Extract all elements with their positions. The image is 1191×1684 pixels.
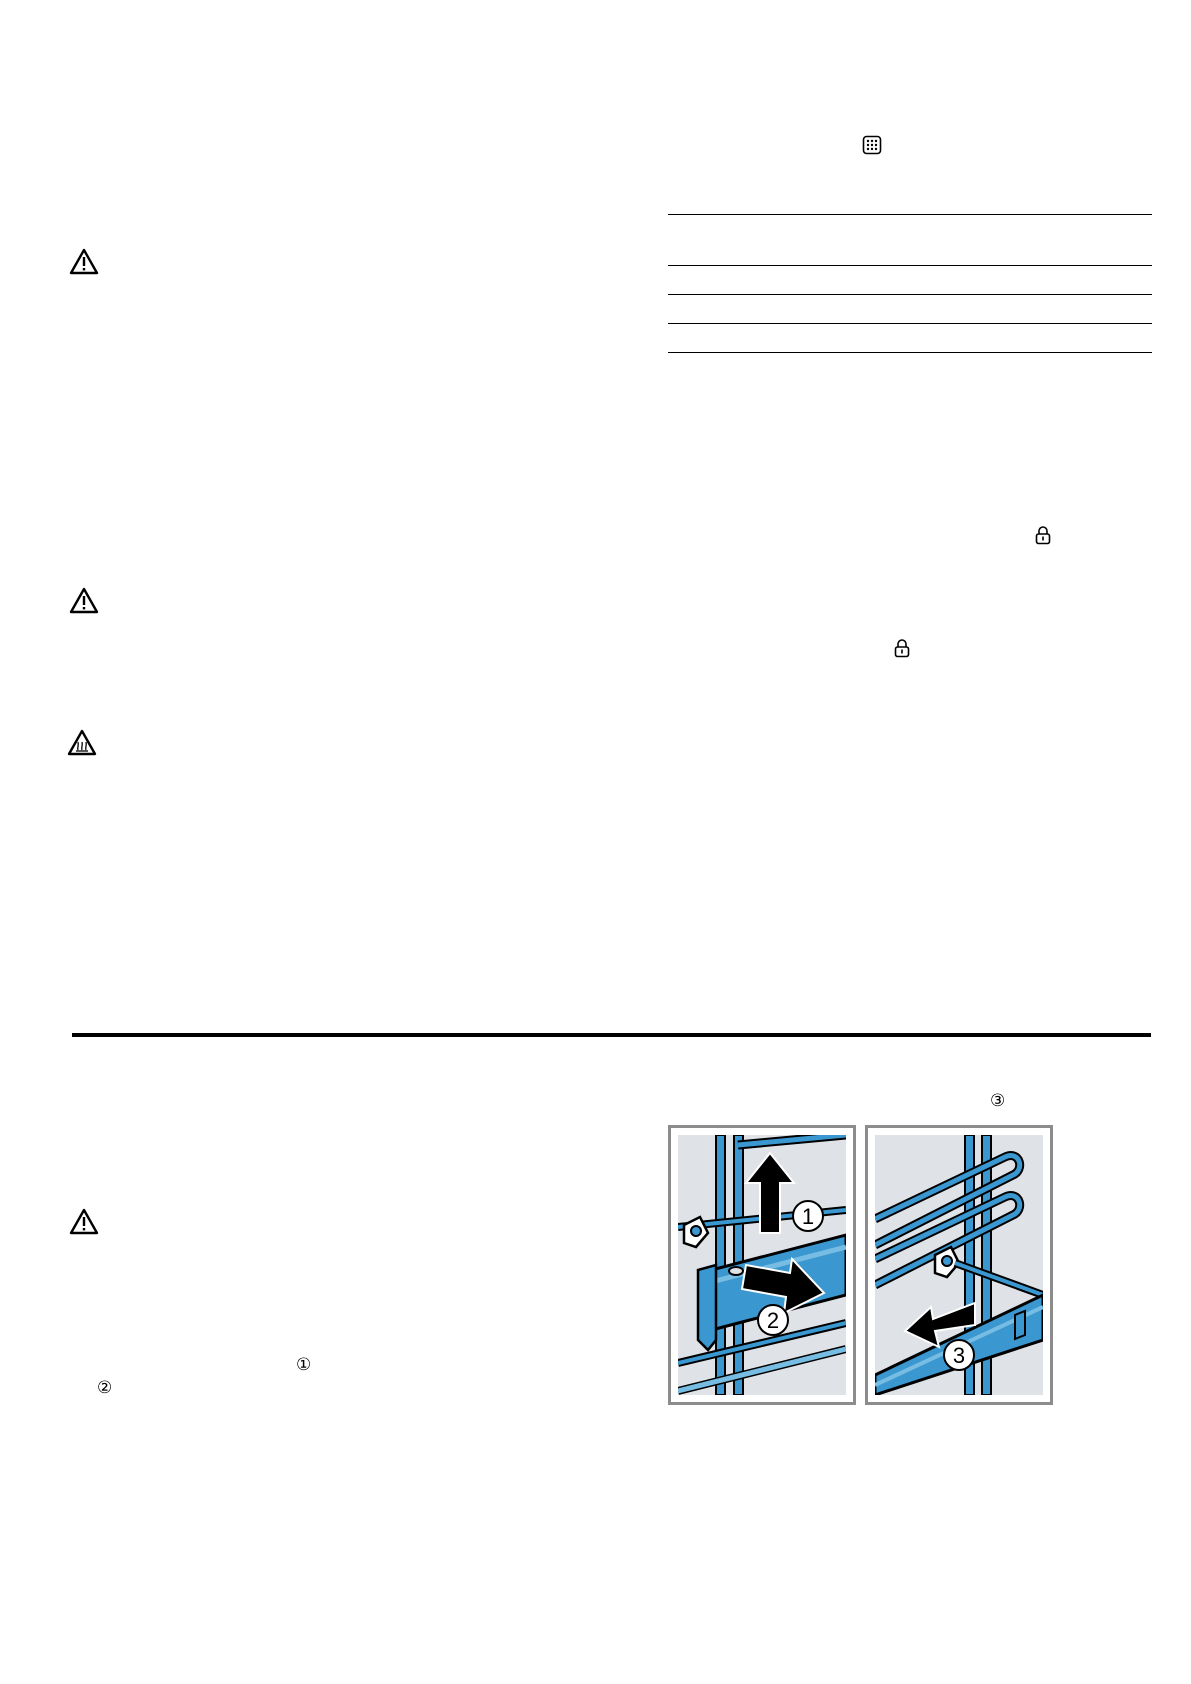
figure-panel-remove-rail-step-3 [865, 1125, 1053, 1405]
figure-step-label: 2 [766, 1308, 780, 1333]
step-marker-1: ① [296, 1355, 312, 1375]
table-rule-row-2 [668, 323, 1152, 324]
step-marker-2: ② [97, 1378, 113, 1398]
table-rule-row-3 [668, 352, 1152, 353]
step-marker-3: ③ [990, 1091, 1006, 1111]
figure-panel-remove-rail-step-1-2 [668, 1125, 856, 1405]
figure-step-label: 1 [801, 1204, 815, 1229]
table-rule-top [668, 214, 1152, 215]
warning-triangle-icon [69, 1208, 99, 1236]
section-divider [72, 1033, 1151, 1037]
warning-triangle-icon [69, 587, 99, 615]
table-rule-header [668, 265, 1152, 266]
hot-surface-warning-icon [67, 729, 97, 757]
keypad-grid-icon [862, 135, 882, 155]
lock-icon [894, 638, 910, 658]
figure-step-label: 3 [952, 1343, 966, 1368]
warning-triangle-icon [69, 248, 99, 276]
table-rule-row-1 [668, 294, 1152, 295]
lock-icon [1035, 525, 1051, 545]
